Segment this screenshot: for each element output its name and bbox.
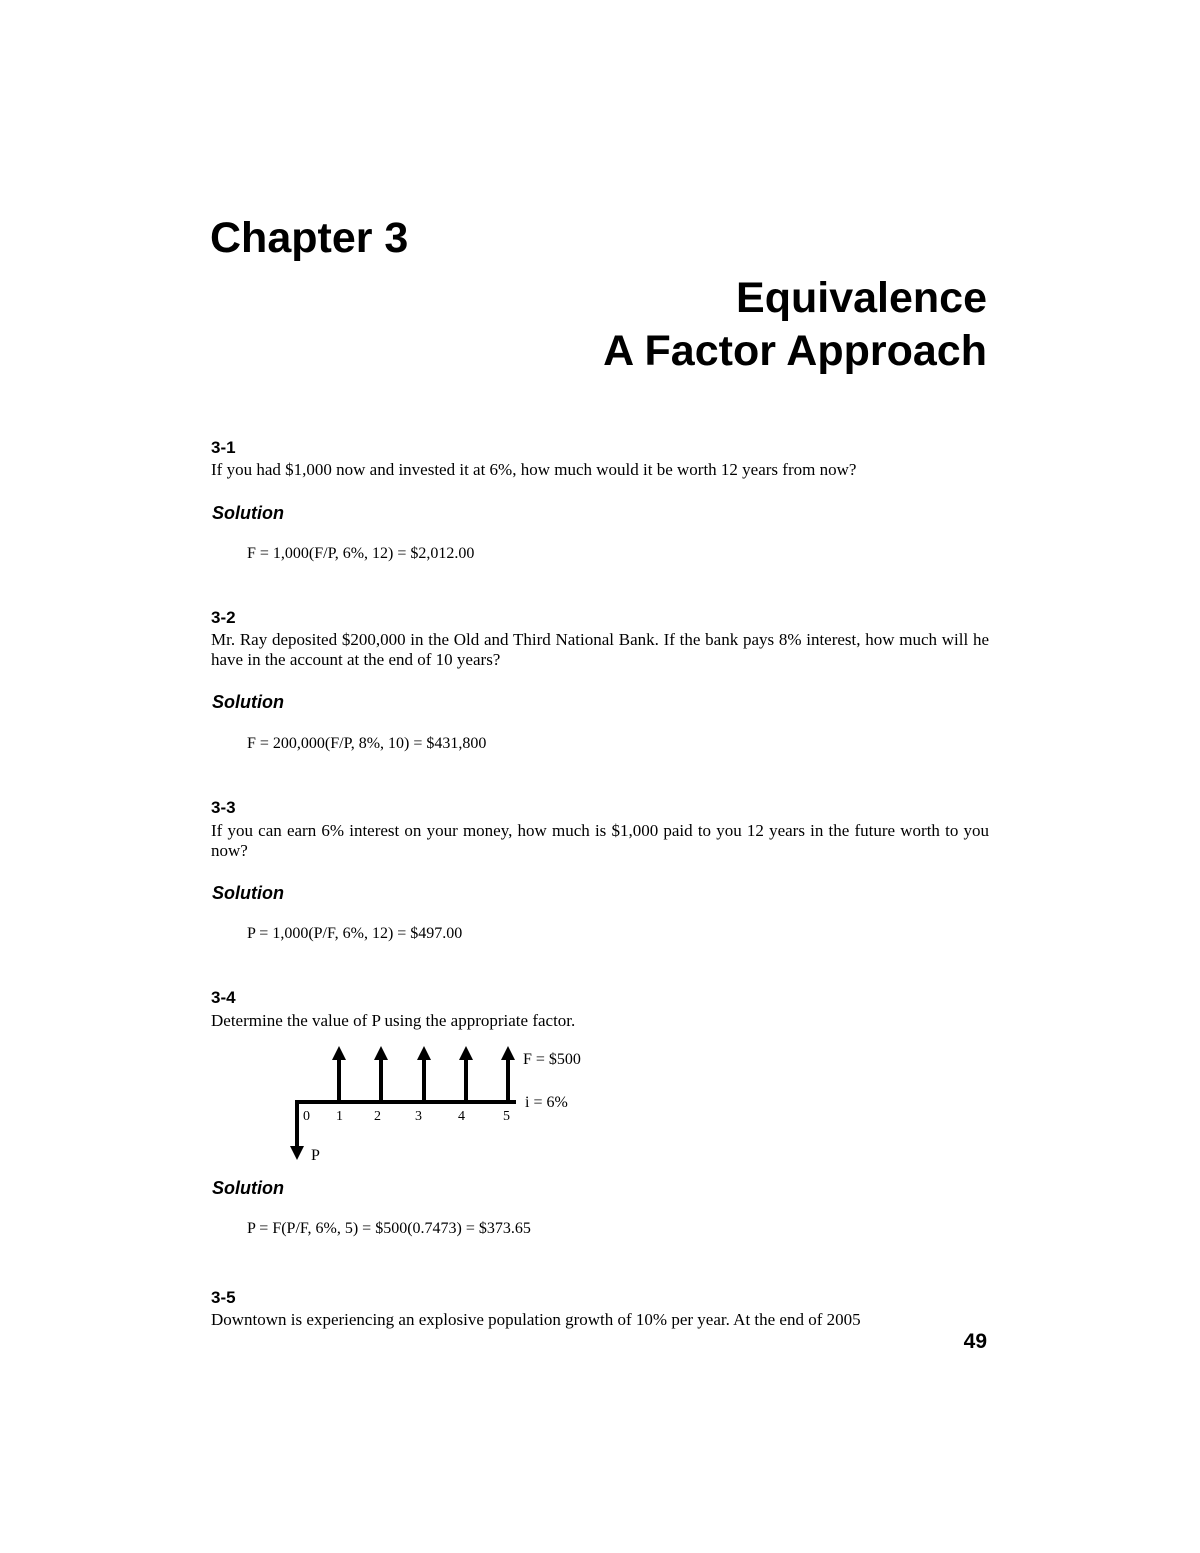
payment-arrow-head	[290, 1146, 304, 1160]
receipt-label: F = $500	[523, 1051, 581, 1068]
subtitle-line-1: Equivalence	[736, 274, 987, 322]
period-label: 0	[303, 1109, 310, 1124]
period-label: 5	[503, 1109, 510, 1124]
period-label: 2	[374, 1109, 381, 1124]
period-label: 1	[336, 1109, 343, 1124]
solution-label: Solution	[212, 692, 284, 712]
problem-number: 3-1	[211, 438, 236, 457]
interest-rate-label: i = 6%	[525, 1094, 568, 1111]
chapter-subtitle	[603, 272, 987, 378]
period-label: 4	[458, 1109, 465, 1124]
solution-equation: F = 200,000(F/P, 8%, 10) = $431,800	[247, 735, 487, 752]
problem-text: Downtown is experiencing an explosive population growth of 10% per year. At the end of 2005	[211, 1310, 861, 1329]
receipt-arrow	[417, 1046, 431, 1102]
cash-flow-diagram	[270, 1036, 630, 1166]
solution-label: Solution	[212, 1178, 284, 1198]
chapter-title: Chapter 3	[210, 214, 409, 262]
problem-text: If you had $1,000 now and invested it at 6%, how much would it be worth 12 years from now?	[211, 460, 857, 479]
solution-equation: F = 1,000(F/P, 6%, 12) = $2,012.00	[247, 545, 475, 562]
solution-equation: P = 1,000(P/F, 6%, 12) = $497.00	[247, 925, 463, 942]
problem-number: 3-3	[211, 798, 236, 817]
solution-label: Solution	[212, 503, 284, 523]
payment-label: P	[311, 1147, 320, 1164]
problem-text: If you can earn 6% interest on your money, how much is $1,000 paid to you 12 years in the future worth to you now?	[211, 821, 989, 860]
problem-number: 3-5	[211, 1288, 236, 1307]
period-label: 3	[415, 1109, 422, 1124]
solution-equation: P = F(P/F, 6%, 5) = $500(0.7473) = $373.65	[247, 1220, 531, 1237]
problem-number: 3-2	[211, 608, 236, 627]
receipt-arrow	[459, 1046, 473, 1102]
solution-label: Solution	[212, 883, 284, 903]
receipt-arrow	[501, 1046, 515, 1102]
receipt-arrow	[332, 1046, 346, 1102]
receipt-arrow	[374, 1046, 388, 1102]
problem-number: 3-4	[211, 988, 236, 1007]
subtitle-line-2: A Factor Approach	[603, 327, 987, 375]
page-number: 49	[963, 1330, 987, 1353]
problem-text: Determine the value of P using the appropriate factor.	[211, 1011, 576, 1030]
problem-text: Mr. Ray deposited $200,000 in the Old and Third National Bank. If the bank pays 8% interest, how much will he have in the account at the end of 10 years?	[211, 630, 989, 669]
